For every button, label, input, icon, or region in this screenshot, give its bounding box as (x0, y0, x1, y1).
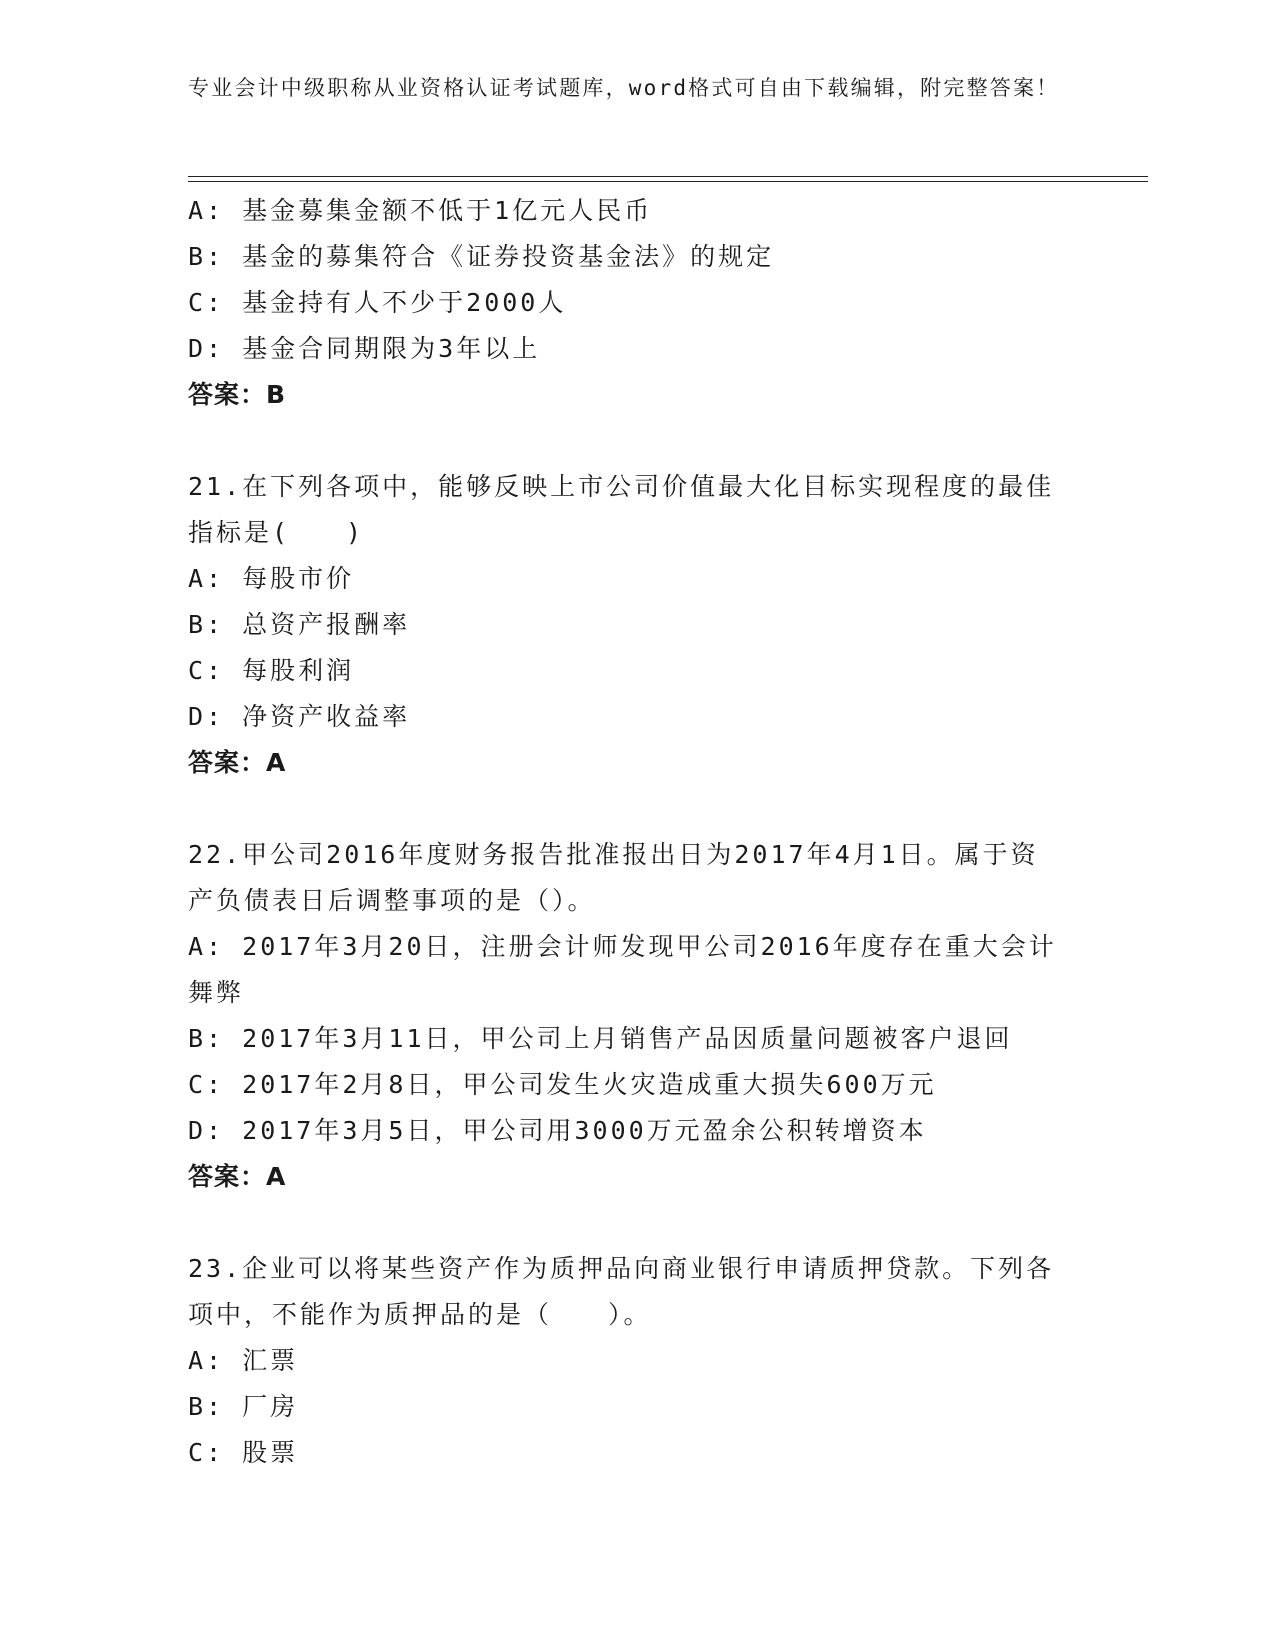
option-d: D: 2017年3月5日，甲公司用3000万元盈余公积转增资本 (188, 1116, 927, 1145)
spacer (188, 1200, 1088, 1246)
question-21 (188, 464, 1088, 786)
question-stem-line: 23.企业可以将某些资产作为质押品向商业银行申请质押贷款。下列各 (188, 1254, 1055, 1283)
option-c: C: 股票 (188, 1438, 299, 1467)
option-a: A: 汇票 (188, 1346, 299, 1375)
option-b: B: 厂房 (188, 1392, 299, 1421)
option-b: B: 2017年3月11日，甲公司上月销售产品因质量问题被客户退回 (188, 1024, 1013, 1053)
option-a: A: 每股市价 (188, 564, 355, 593)
question-stem-line: 22.甲公司2016年度财务报告批准报出日为2017年4月1日。属于资 (188, 840, 1039, 869)
answer-line: 答案：A (188, 1162, 287, 1191)
question-stem-line: 产负债表日后调整事项的是（）。 (188, 886, 596, 915)
header-rule-top (188, 176, 1148, 177)
option-c: C: 基金持有人不少于2000人 (188, 288, 567, 317)
question-stem-line: 指标是( ) (188, 518, 365, 547)
option-a: A: 基金募集金额不低于1亿元人民币 (188, 196, 653, 225)
question-23 (188, 1246, 1088, 1476)
answer-line: 答案：A (188, 748, 287, 777)
option-d: D: 净资产收益率 (188, 702, 411, 731)
question-22 (188, 832, 1088, 1200)
question-stem-line: 21.在下列各项中，能够反映上市公司价值最大化目标实现程度的最佳 (188, 472, 1055, 501)
option-d: D: 基金合同期限为3年以上 (188, 334, 541, 363)
option-b: B: 总资产报酬率 (188, 610, 411, 639)
option-c: C: 2017年2月8日，甲公司发生火灾造成重大损失600万元 (188, 1070, 937, 1099)
option-a-continued: 舞弊 (188, 978, 245, 1007)
question-list (188, 188, 1088, 1476)
answer-line: 答案：B (188, 380, 287, 409)
option-b: B: 基金的募集符合《证券投资基金法》的规定 (188, 242, 775, 271)
page-header-intro: 专业会计中级职称从业资格认证考试题库，word格式可自由下载编辑，附完整答案！ (188, 76, 1060, 100)
option-c: C: 每股利润 (188, 656, 355, 685)
spacer (188, 418, 1088, 464)
option-a: A: 2017年3月20日，注册会计师发现甲公司2016年度存在重大会计 (188, 932, 1057, 961)
question-20-continued (188, 188, 1088, 418)
question-stem-line: 项中，不能作为质押品的是（ ）。 (188, 1300, 652, 1329)
header-rule-bottom (188, 181, 1148, 182)
spacer (188, 786, 1088, 832)
